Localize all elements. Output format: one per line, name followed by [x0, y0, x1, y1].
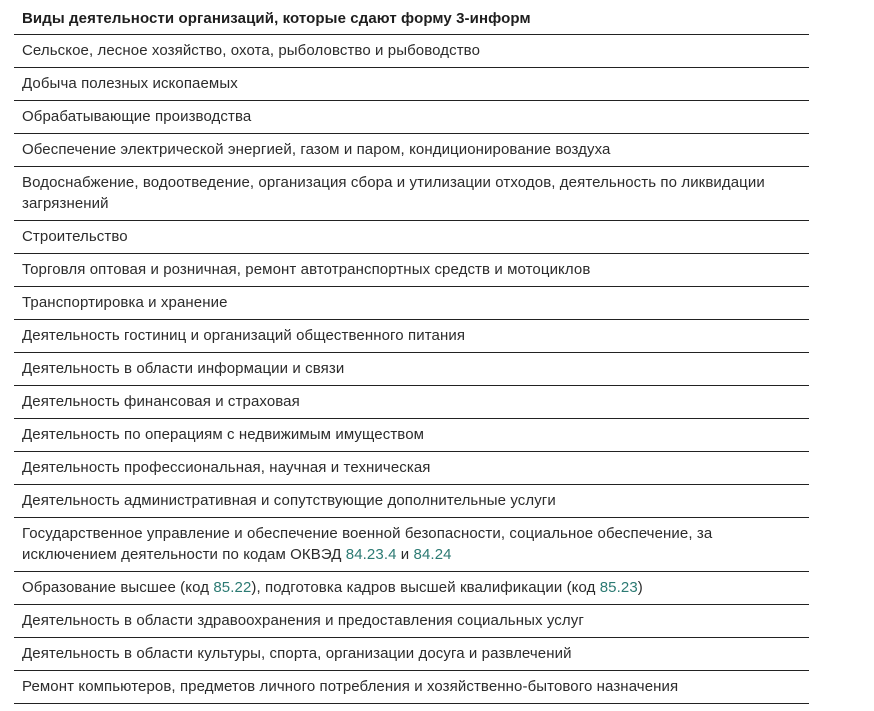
table-row: Деятельность гостиниц и организаций общественного питания: [14, 320, 809, 353]
table-row: Деятельность административная и сопутствующие дополнительные услуги: [14, 485, 809, 518]
table-row: Транспортировка и хранение: [14, 287, 809, 320]
table-row: Строительство: [14, 221, 809, 254]
row-text: Образование высшее (код: [22, 579, 214, 596]
table-row: Торговля оптовая и розничная, ремонт автотранспортных средств и мотоциклов: [14, 254, 809, 287]
okved-link-84-24[interactable]: 84.24: [413, 546, 452, 563]
table-row: Деятельность по операциям с недвижимым имуществом: [14, 419, 809, 452]
row-text: Государственное управление и обеспечение военной безопасности, социальное обеспечение, за исключением деятельности по кодам ОКВЭД: [22, 525, 713, 563]
table-row: Обеспечение электрической энергией, газом и паром, кондиционирование воздуха: [14, 134, 809, 167]
table-row: Обрабатывающие производства: [14, 101, 809, 134]
row-text: ): [637, 579, 643, 596]
table-row: Деятельность в области культуры, спорта, организации досуга и развлечений: [14, 638, 809, 671]
row-text-conjunction: и: [396, 546, 414, 563]
table-row: Ремонт компьютеров, предметов личного потребления и хозяйственно-бытового назначения: [14, 671, 809, 704]
table-row: Деятельность профессиональная, научная и техническая: [14, 452, 809, 485]
table-row-government: [14, 518, 809, 572]
row-text: ), подготовка кадров высшей квалификации (код: [251, 579, 600, 596]
activity-table: [14, 2, 809, 704]
okved-link-84-23-4[interactable]: 84.23.4: [345, 546, 397, 563]
table-row: Сельское, лесное хозяйство, охота, рыболовство и рыбоводство: [14, 35, 809, 68]
table-row: Деятельность в области информации и связи: [14, 353, 809, 386]
table-row: Деятельность в области здравоохранения и предоставления социальных услуг: [14, 605, 809, 638]
table-row: Деятельность финансовая и страховая: [14, 386, 809, 419]
okved-link-85-23[interactable]: 85.23: [599, 579, 638, 596]
okved-link-85-22[interactable]: 85.22: [213, 579, 252, 596]
table-row: Водоснабжение, водоотведение, организация сбора и утилизации отходов, деятельность по ликвидации загрязнений: [14, 167, 809, 221]
table-header: Виды деятельности организаций, которые сдают форму 3-информ: [14, 2, 809, 35]
table-row-education: [14, 572, 809, 605]
table-row: Добыча полезных ископаемых: [14, 68, 809, 101]
